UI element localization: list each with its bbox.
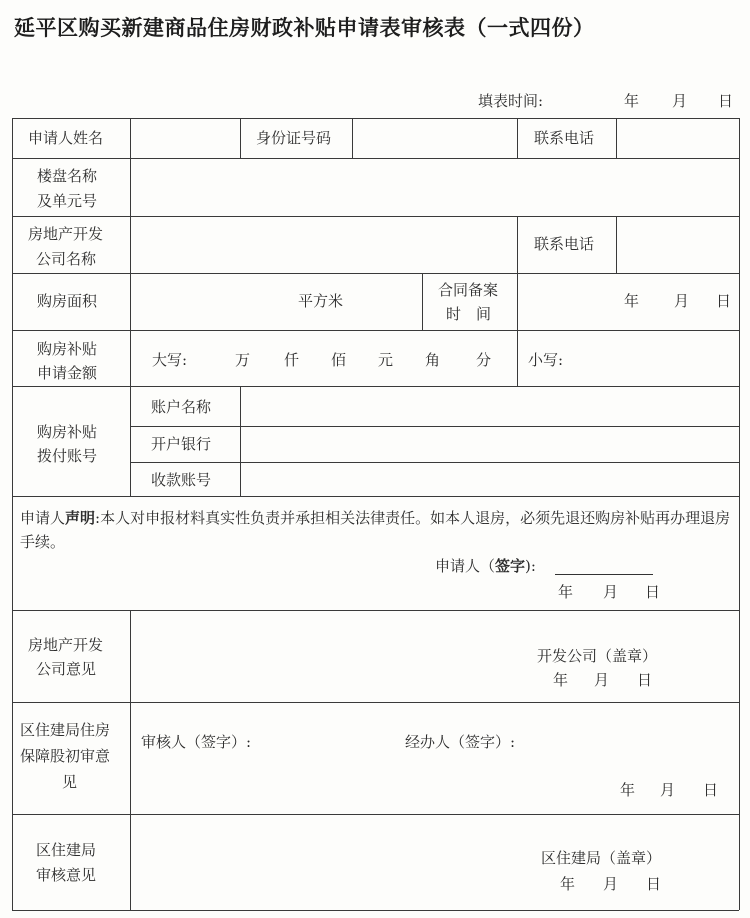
applicant-signature-label <box>435 557 536 575</box>
subsidy-amount-label-line1: 购房补贴 <box>37 340 98 358</box>
developer-name-field[interactable] <box>131 217 516 272</box>
contract-date-label-line2: 时 间 <box>446 305 492 323</box>
amount-unit-yuan: 元 <box>378 351 394 369</box>
first-review-day: 日 <box>703 781 719 799</box>
amount-unit-bai: 佰 <box>331 351 347 369</box>
declaration-month: 月 <box>603 583 619 601</box>
fill-date-month: 月 <box>672 92 688 110</box>
applicant-phone-field[interactable] <box>617 119 738 157</box>
bureau-review-day: 日 <box>646 875 662 893</box>
applicant-name-field[interactable] <box>131 119 239 157</box>
developer-opinion-month: 月 <box>594 671 610 689</box>
fill-date-label: 填表时间: <box>478 92 544 110</box>
bank-field[interactable] <box>241 427 738 461</box>
area-unit: 平方米 <box>298 292 344 310</box>
contract-year: 年 <box>624 292 640 310</box>
declaration-prefix: 申请人 <box>20 509 66 527</box>
first-review-label-line1: 区住建局住房 <box>20 721 111 739</box>
signer-label-a: 申请人（ <box>435 557 496 575</box>
declaration-keyword: 声明 <box>65 509 96 527</box>
id-number-field[interactable] <box>353 119 516 157</box>
developer-name-label-line2: 公司名称 <box>36 250 97 268</box>
payment-account-label-line1: 购房补贴 <box>37 423 98 441</box>
id-number-label: 身份证号码 <box>256 129 332 147</box>
applicant-phone-label: 联系电话 <box>534 129 595 147</box>
applicant-signature-line[interactable] <box>555 574 653 575</box>
account-name-field[interactable] <box>241 387 738 425</box>
developer-phone-label: 联系电话 <box>534 235 595 253</box>
developer-seal-label: 开发公司（盖章） <box>537 647 658 665</box>
contract-month: 月 <box>674 292 690 310</box>
amount-unit-wan: 万 <box>235 351 251 369</box>
first-review-year: 年 <box>620 781 636 799</box>
bureau-seal-label: 区住建局（盖章） <box>541 849 662 867</box>
signer-label-bold: 签字 <box>495 557 526 575</box>
first-review-label-line3: 见 <box>62 773 78 791</box>
developer-opinion-day: 日 <box>637 671 653 689</box>
amount-numeric-label: 小写: <box>528 351 564 369</box>
amount-unit-qian: 仟 <box>284 351 300 369</box>
payment-account-label-line2: 拨付账号 <box>37 447 98 465</box>
fill-date-day: 日 <box>718 92 734 110</box>
property-name-label-line1: 楼盘名称 <box>37 167 98 185</box>
account-number-label: 收款账号 <box>151 471 212 489</box>
developer-name-label-line1: 房地产开发 <box>28 225 104 243</box>
amount-uppercase-label: 大写: <box>152 351 188 369</box>
applicant-name-label: 申请人姓名 <box>28 129 104 147</box>
declaration-day: 日 <box>645 583 661 601</box>
declaration-year: 年 <box>558 583 574 601</box>
bureau-review-year: 年 <box>560 875 576 893</box>
form-title: 延平区购买新建商品住房财政补贴申请表审核表（一式四份） <box>14 15 595 40</box>
bank-label: 开户银行 <box>151 435 212 453</box>
developer-opinion-label-line1: 房地产开发 <box>28 636 104 654</box>
purchase-area-label: 购房面积 <box>37 292 98 310</box>
account-name-label: 账户名称 <box>151 398 212 416</box>
signer-label-c: ): <box>525 557 536 575</box>
applicant-declaration <box>20 506 732 554</box>
amount-unit-fen: 分 <box>476 351 492 369</box>
reviewer-signature-label: 审核人（签字）: <box>141 733 252 751</box>
bureau-review-month: 月 <box>603 875 619 893</box>
purchase-area-field[interactable] <box>131 274 421 329</box>
amount-uppercase-field[interactable] <box>131 331 516 385</box>
bureau-review-label-line2: 审核意见 <box>36 866 97 884</box>
amount-numeric-field[interactable] <box>570 331 738 385</box>
developer-phone-field[interactable] <box>617 217 738 272</box>
developer-opinion-label-line2: 公司意见 <box>36 660 97 678</box>
account-number-field[interactable] <box>241 463 738 495</box>
first-review-month: 月 <box>660 781 676 799</box>
bureau-review-label-line1: 区住建局 <box>36 841 97 859</box>
handler-signature-label: 经办人（签字）: <box>405 733 516 751</box>
contract-day: 日 <box>716 292 732 310</box>
subsidy-amount-label-line2: 申请金额 <box>37 364 98 382</box>
property-name-label-line2: 及单元号 <box>37 192 98 210</box>
declaration-text: :本人对申报材料真实性负责并承担相关法律责任。如本人退房，必须先退还购房补贴再办理退房手续。 <box>20 509 731 551</box>
amount-unit-jiao: 角 <box>425 351 441 369</box>
first-review-field[interactable] <box>131 703 738 813</box>
property-name-field[interactable] <box>131 159 738 215</box>
contract-date-label-line1: 合同备案 <box>438 281 499 299</box>
first-review-label-line2: 保障股初审意 <box>20 747 111 765</box>
developer-opinion-year: 年 <box>553 671 569 689</box>
fill-date-year: 年 <box>624 92 640 110</box>
